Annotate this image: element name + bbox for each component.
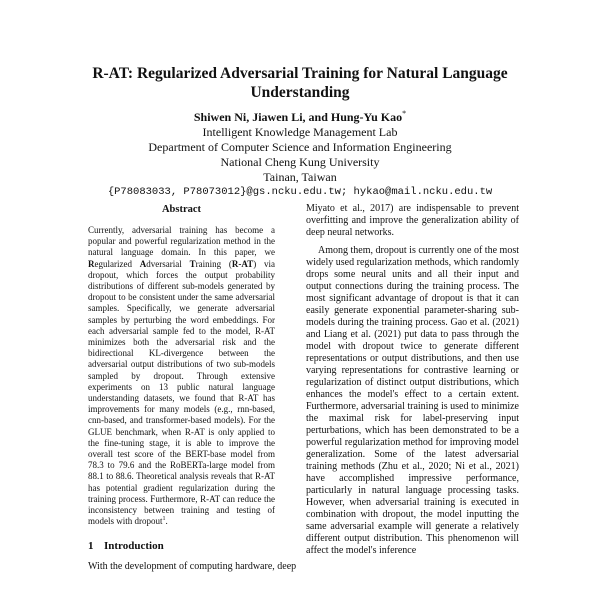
- section-title: Introduction: [104, 540, 164, 553]
- body-paragraph-continued: Miyato et al., 2017) are indispensable to prevent overfitting and improve the generalization ability of deep neural networks.: [306, 203, 519, 238]
- affiliation-city: Tainan, Taiwan: [263, 170, 337, 184]
- affiliation-department: Department of Computer Science and Information Engineering: [148, 140, 452, 154]
- author-list: Shiwen Ni, Jiawen Li, and Hung-Yu Kao: [193, 110, 403, 124]
- paper-title: R-AT: Regularized Adversarial Training for Natural Language Understanding: [92, 65, 508, 101]
- right-column: [306, 203, 519, 557]
- abstract-heading: Abstract: [161, 204, 202, 215]
- left-column: [88, 203, 297, 573]
- intro-first-line: With the development of computing hardware, deep: [88, 561, 297, 573]
- author-names: [60, 106, 540, 125]
- section-heading-introduction: [88, 539, 275, 553]
- affiliation-university: National Cheng Kung University: [220, 155, 380, 169]
- section-number: 1: [88, 540, 94, 553]
- footnote-mark: 1: [162, 516, 166, 523]
- abstract-text: Currently, adversarial training has become a popular and powerful regularization method in the natural language domain. In this paper, we Regularized Adversarial Training (R-AT) via dropout, which forces the output probability distributions of different sub-models generated by dropout to be consistent under the same adversarial samples. Specifically, we generate adversarial samples by perturbing the word embeddings. For each adversarial sample fed to the model, R-AT minimizes both the adversarial risk and the bidirectional KL-divergence between the adversarial output distributions of two sub-models sampled by dropout. Through extensive experiments on 13 public natural language understanding datasets, we found that R-AT has improvements for many models (e.g., rnn-based, cnn-based, and transformer-based models). For the GLUE benchmark, when R-AT is only applied to the fine-tuning stage, it is able to improve the overall test score of the BERT-base model from 78.3 to 79.6 and the RoBERTa-large model from 88.1 to 88.6. Theoretical analysis reveals that R-AT has potential gradient regularization during the training process. Furthermore, R-AT can reduce the inconsistency between training and testing of models with dropout$^1$.: [88, 225, 276, 527]
- corresponding-author-mark: *: [402, 109, 407, 118]
- author-block: [60, 106, 540, 200]
- body-paragraph-dropout: Among them, dropout is currently one of the most widely used regularization methods, which randomly drops some neural units and all their input and output connections during the training process. The most significant advantage of dropout is that it can easily generate exponential parameter-sharing sub-models during the training process. Gao et al. (2021) and Liang et al. (2021) put data to pass through the model with dropout twice to generate different representations or output distributions, and then use varying representations for contrastive learning or regularization of distinct output distributions, which enhances the model's effect to a certain extent. Furthermore, adversarial training is used to minimize the maximal risk for label-preserving input perturbations, which has been demonstrated to be a powerful regularization method for improving model generalization. Some of the latest adversarial training methods (Zhu et al., 2020; Ni et al., 2021) have accomplished impressive performance, particularly in natural language processing tasks. However, when adversarial training is executed in combination with dropout, the model inputting the same adversarial example will generate a relatively different output distribution. This phenomenon will affect the model's inference: [306, 245, 519, 556]
- author-emails: {P78083033, P78073012}@gs.ncku.edu.tw; hykao@mail.ncku.edu.tw: [107, 186, 493, 198]
- affiliation-lab: Intelligent Knowledge Management Lab: [202, 125, 398, 139]
